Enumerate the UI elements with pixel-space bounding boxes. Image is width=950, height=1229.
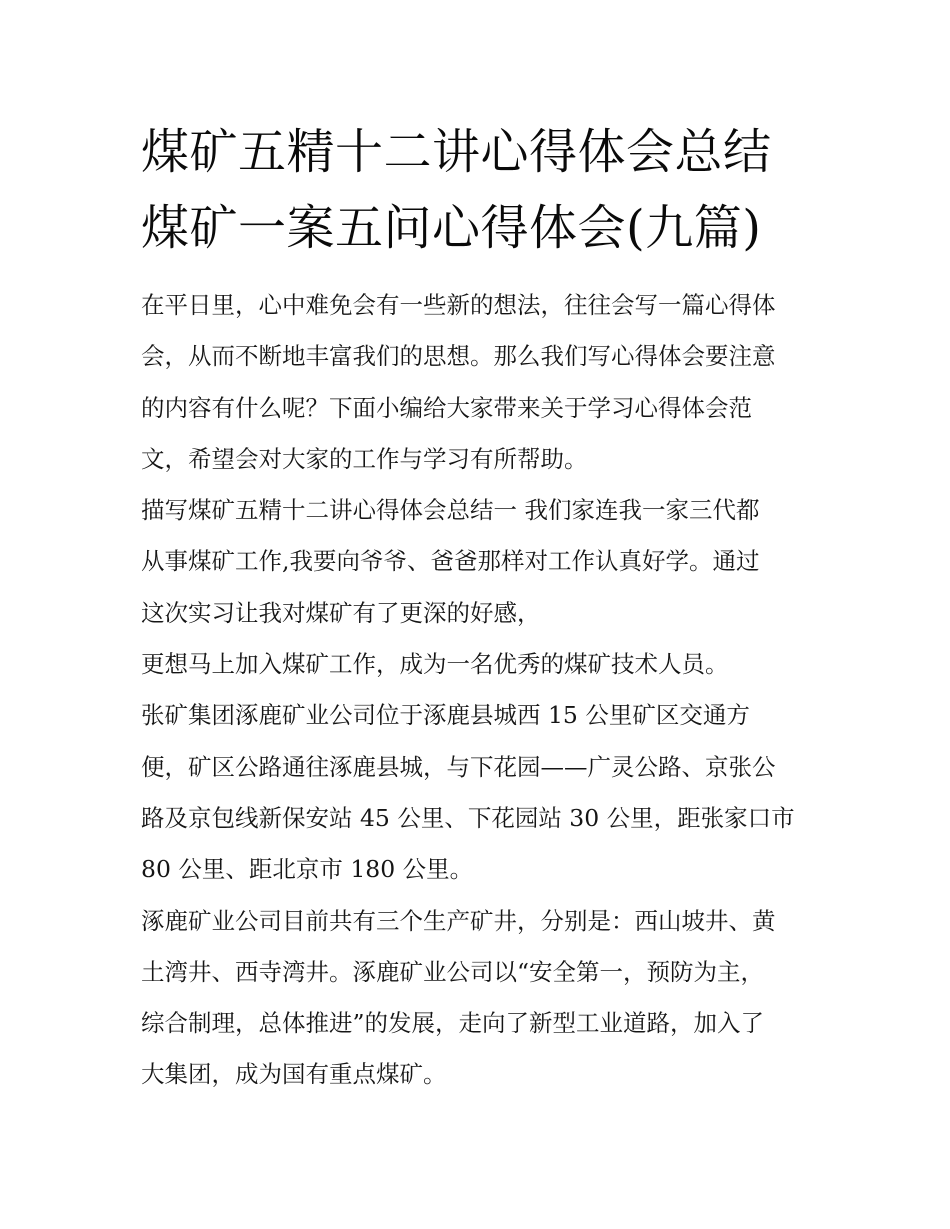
text-line: 涿鹿矿业公司目前共有三个生产矿井，分别是：西山坡井、黄 (141, 906, 776, 935)
paragraph-family (141, 485, 821, 639)
text-line: 会，从而不断地丰富我们的思想。那么我们写心得体会要注意 (141, 342, 776, 371)
title-line-1: 煤矿五精十二讲心得体会总结 (141, 124, 772, 180)
paragraph-location (141, 690, 821, 895)
text-line: 便，矿区公路通往涿鹿县城，与下花园——广灵公路、京张公 (141, 752, 776, 781)
text-line: 的内容有什么呢？下面小编给大家带来关于学习心得体会范 (141, 393, 752, 422)
text-line: 大集团，成为国有重点煤矿。 (141, 1060, 447, 1089)
text-line: 这次实习让我对煤矿有了更深的好感， (141, 598, 541, 627)
document-title (141, 114, 821, 266)
document-body (141, 280, 821, 1101)
paragraph-goal (141, 639, 821, 690)
text-line: 更想马上加入煤矿工作，成为一名优秀的煤矿技术人员。 (141, 650, 729, 679)
text-line: 路及京包线新保安站 45 公里、下花园站 30 公里，距张家口市 (141, 803, 795, 832)
title-line-2: 煤矿一案五问心得体会(九篇) (141, 200, 762, 256)
document-page (141, 114, 821, 1101)
text-line: 综合制理，总体推进”的发展，走向了新型工业道路，加入了 (141, 1009, 765, 1038)
text-line: 从事煤矿工作,我要向爷爷、爸爸那样对工作认真好学。通过 (141, 547, 760, 576)
text-line: 在平日里，心中难免会有一些新的想法，往往会写一篇心得体 (141, 291, 776, 319)
text-line: 80 公里、距北京市 180 公里。 (141, 855, 474, 884)
text-line: 文，希望会对大家的工作与学习有所帮助。 (141, 444, 588, 473)
text-line: 描写煤矿五精十二讲心得体会总结一 我们家连我一家三代都 (141, 496, 760, 525)
paragraph-intro (141, 280, 821, 485)
paragraph-company (141, 896, 821, 1101)
text-line: 张矿集团涿鹿矿业公司位于涿鹿县城西 15 公里矿区交通方 (141, 701, 750, 730)
text-line: 土湾井、西寺湾井。涿鹿矿业公司以“安全第一，预防为主， (141, 957, 765, 986)
